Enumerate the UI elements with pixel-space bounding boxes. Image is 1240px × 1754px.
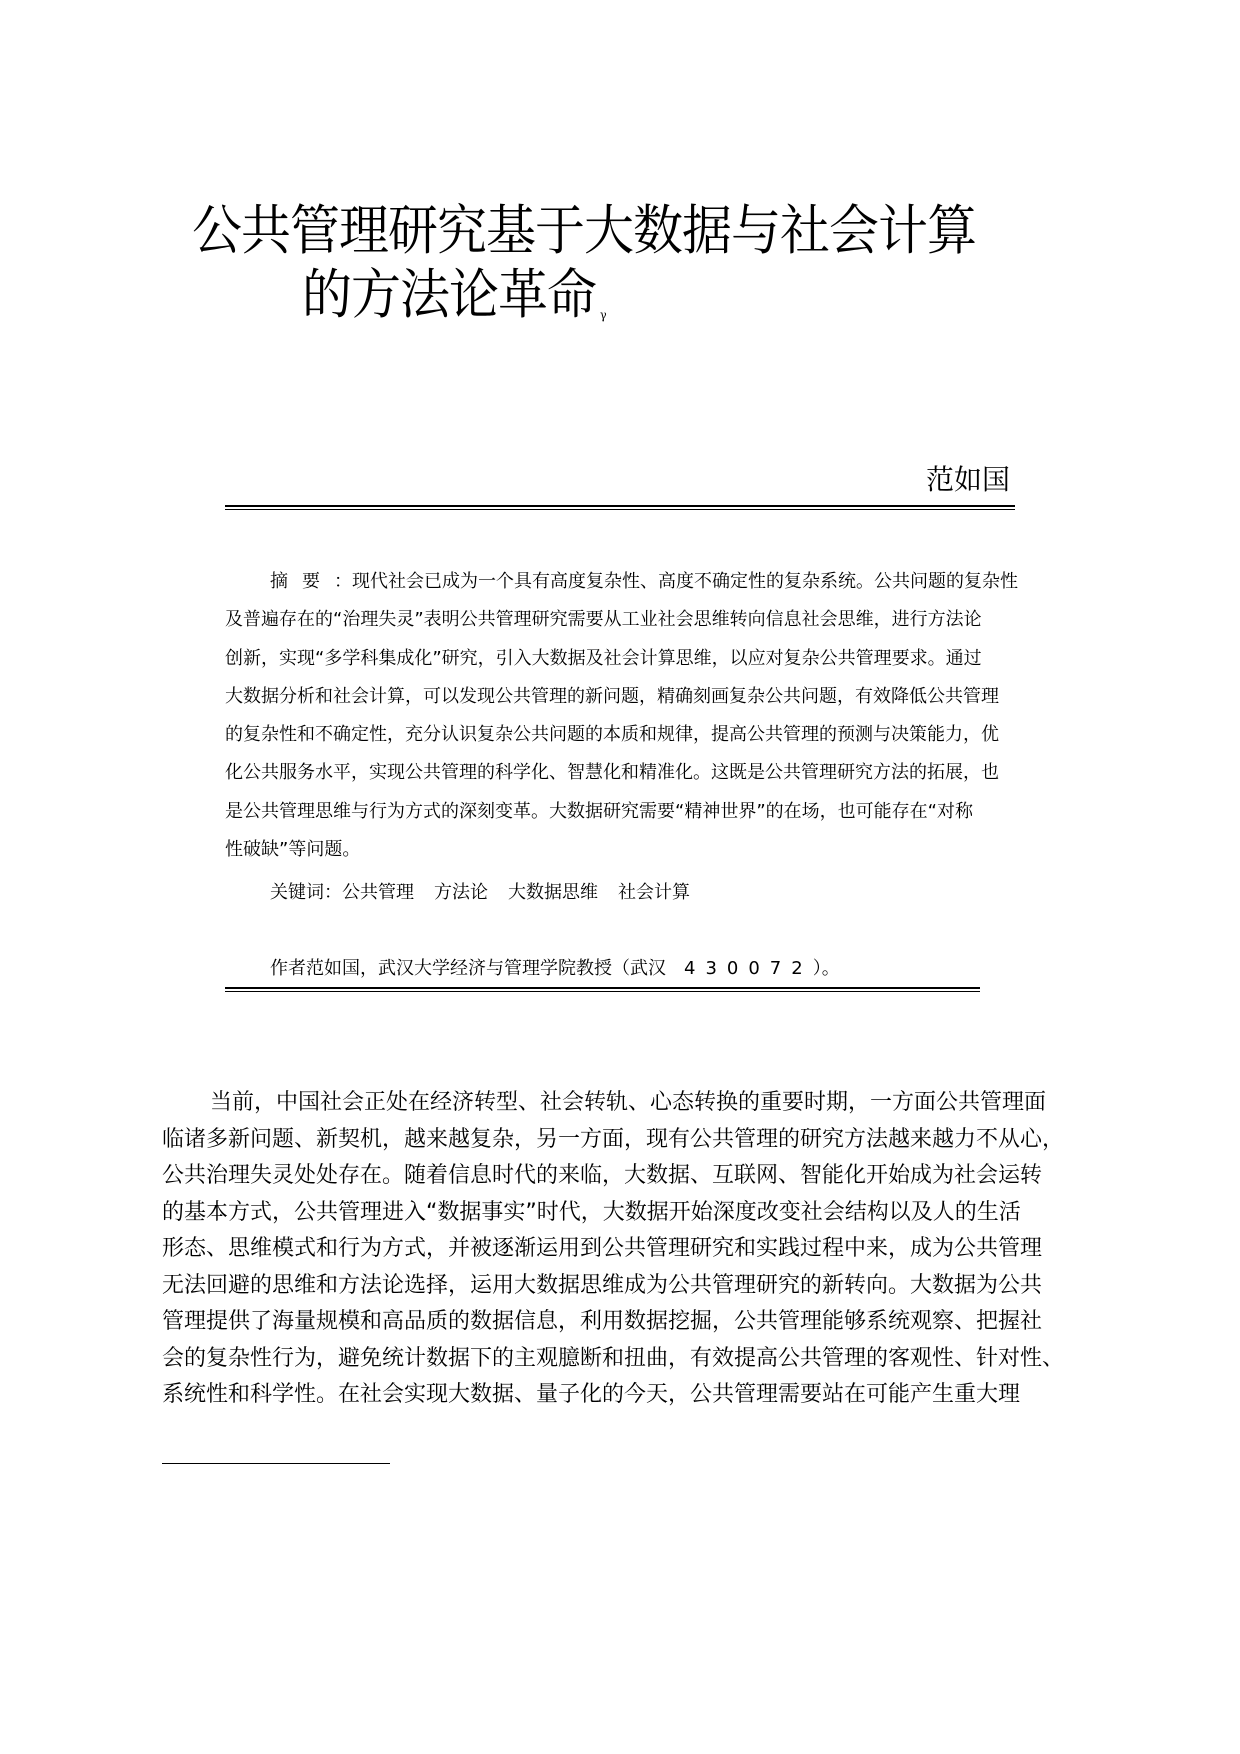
abstract: [225, 563, 1085, 869]
title-text-2: 的方法论革命: [302, 263, 596, 326]
body-line: 公共治理失灵处处存在。随着信息时代的来临，大数据、互联网、智能化开始成为社会运转: [162, 1163, 1043, 1188]
abstract-divider: [225, 987, 980, 992]
keywords-label: 关键词：: [270, 882, 342, 903]
title-footnote-mark: γ: [600, 308, 607, 323]
abstract-line: 及普遍存在的“治理失灵”表明公共管理研究需要从工业社会思维转向信息社会思维，进行方法论: [225, 609, 982, 631]
abstract-line: 是公共管理思维与行为方式的深刻变革。大数据研究需要“精神世界”的在场，也可能存在“对称: [225, 800, 973, 822]
body-line: 的基本方式，公共管理进入“数据事实”时代，大数据开始深度改变社会结构以及人的生活: [162, 1199, 1021, 1225]
body-line: 无法回避的思维和方法论选择，运用大数据思维成为公共管理研究的新转向。大数据为公共: [162, 1272, 1043, 1298]
abstract-line: 性破缺”等问题。: [225, 839, 361, 861]
abstract-label: 摘要: [270, 571, 334, 592]
body-paragraph: [162, 1085, 1092, 1414]
body-line: 系统性和科学性。在社会实现大数据、量子化的今天，公共管理需要站在可能产生重大理: [162, 1382, 1021, 1407]
paper-title-line-2: [302, 262, 607, 327]
keywords: [270, 878, 710, 908]
author-note-text: 作者范如国，武汉大学经济与管理学院教授（武汉: [270, 958, 666, 979]
postcode: 430072: [684, 958, 813, 979]
abstract-line: 的复杂性和不确定性，充分认识复杂公共问题的本质和规律，提高公共管理的预测与决策能力，优: [225, 724, 999, 746]
body-line: 当前，中国社会正处在经济转型、社会转轨、心态转换的重要时期，一方面公共管理面: [210, 1090, 1047, 1115]
body-line: 会的复杂性行为，避免统计数据下的主观臆断和扭曲，有效提高公共管理的客观性、针对性、: [162, 1345, 1065, 1371]
abstract-line: 大数据分析和社会计算，可以发现公共管理的新问题，精确刻画复杂公共问题，有效降低公共管理: [225, 685, 999, 707]
abstract-line: 创新，实现“多学科集成化”研究，引入大数据及社会计算思维，以应对复杂公共管理要求。通过: [225, 647, 982, 669]
footnote-separator: [162, 1463, 390, 1464]
author-note-tail: ）。: [812, 958, 840, 979]
abstract-colon: ：: [334, 571, 352, 592]
body-line: 管理提供了海量规模和高品质的数据信息，利用数据挖掘，公共管理能够系统观察、把握社: [162, 1309, 1043, 1334]
keyword: 公共管理: [342, 882, 414, 903]
title-text-1: 公共管理研究基于大数据与社会计算: [192, 199, 976, 262]
abstract-text: 现代社会已成为一个具有高度复杂性、高度不确定性的复杂系统。公共问题的复杂性: [352, 571, 1018, 592]
keyword: 方法论: [434, 882, 488, 903]
body-line: 临诸多新问题、新契机，越来越复杂，另一方面，现有公共管理的研究方法越来越力不从心，: [162, 1126, 1065, 1152]
abstract-line: [225, 563, 1085, 601]
author-name: 范如国: [925, 463, 1010, 496]
header-divider: [225, 505, 1015, 510]
abstract-line: 化公共服务水平，实现公共管理的科学化、智慧化和精准化。这既是公共管理研究方法的拓展，也: [225, 762, 999, 784]
body-line: 形态、思维模式和行为方式，并被逐渐运用到公共管理研究和实践过程中来，成为公共管理: [162, 1236, 1043, 1261]
keyword: 大数据思维: [508, 882, 598, 903]
author-affiliation-note: [270, 955, 840, 983]
paper-title-line-1: [192, 198, 976, 263]
keyword: 社会计算: [618, 882, 690, 903]
